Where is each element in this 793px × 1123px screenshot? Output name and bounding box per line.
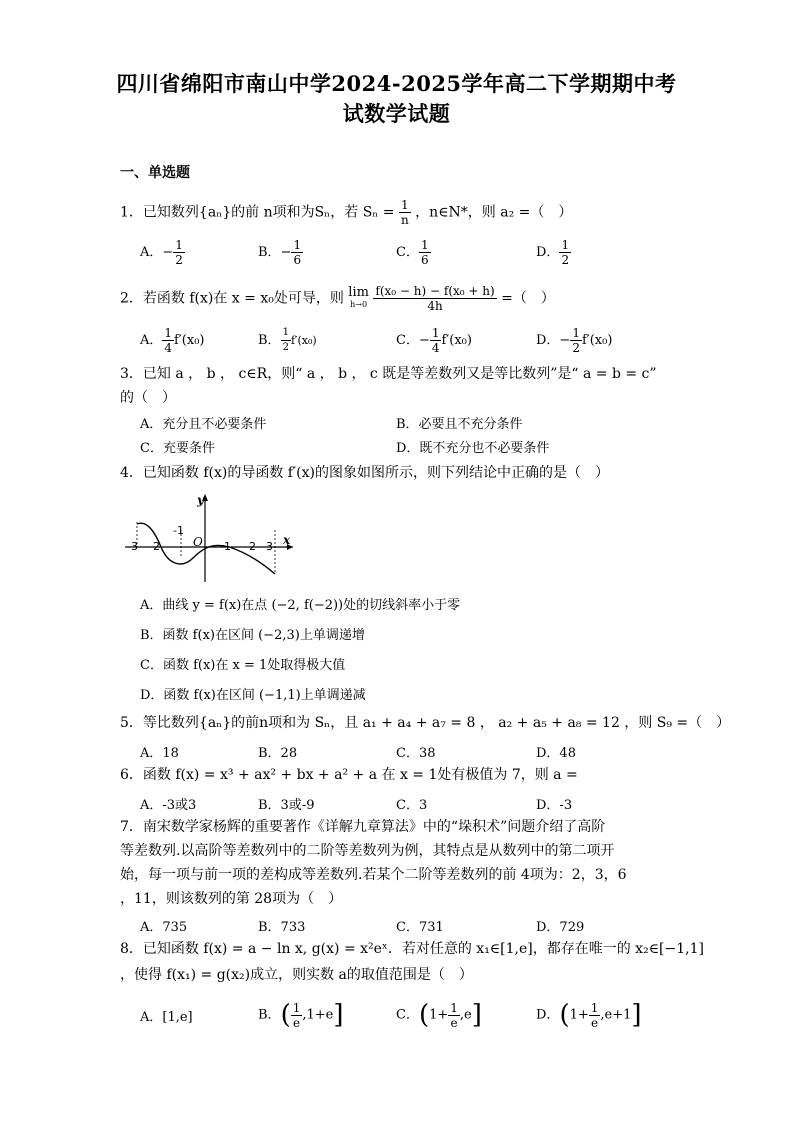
question-7-line3: 始，每一项与前一项的差构成等差数列.若某个二阶等差数列的前 4项为：2，3，6 bbox=[120, 867, 627, 883]
q8-c-pre: 1+ bbox=[429, 1007, 449, 1023]
q8-d-lparen: ( bbox=[559, 1000, 570, 1030]
q4-option-c: C．函数 f(x)在 x = 1处取得极大值 bbox=[140, 658, 346, 673]
q2-b-label: B． bbox=[258, 333, 281, 348]
q4-option-d: D．函数 f(x)在区间 (−1,1)上单调递减 bbox=[140, 688, 366, 703]
q8-option-b bbox=[258, 1000, 344, 1030]
q2-c-term: f′(x₀) bbox=[441, 333, 472, 348]
question-7-line4: ，11，则该数列的第 28项为（ ） bbox=[120, 891, 343, 907]
q1-frac-den: n bbox=[400, 213, 409, 227]
q1-lead: 1．已知数列{aₙ}的前 n项和为Sₙ，若 Sₙ = bbox=[120, 204, 395, 221]
q7-option-d: D．729 bbox=[536, 920, 585, 935]
q8-d-pre: 1+ bbox=[569, 1007, 589, 1023]
q2-d-term: f′(x₀) bbox=[581, 333, 613, 348]
q2-b-term: f′(x₀) bbox=[290, 334, 317, 347]
question-3-line2: 的（ ） bbox=[120, 390, 176, 406]
q7-option-c: C．731 bbox=[396, 920, 444, 935]
question-8-line2: ，使得 f(x₁) = g(x₂)成立，则实数 a的取值范围是（ ） bbox=[120, 967, 473, 983]
q2-a-den: 4 bbox=[164, 341, 173, 355]
q1-a-label: A． bbox=[140, 245, 163, 260]
q8-c-term: ,e bbox=[459, 1007, 472, 1023]
question-4: 4．已知函数 f(x)的导函数 f′(x)的图象如图所示，则下列结论中正确的是（ ） bbox=[120, 465, 609, 481]
q2-option-d bbox=[536, 326, 612, 355]
section-heading: 一、单选题 bbox=[120, 165, 190, 181]
q8-c-rbracket: ] bbox=[471, 1000, 482, 1030]
q1-c-label: C． bbox=[396, 245, 419, 260]
q8-option-a bbox=[140, 1006, 193, 1025]
q1-frac-num: 1 bbox=[399, 198, 411, 213]
q8-b-num: 1 bbox=[292, 1000, 301, 1015]
q2-limit bbox=[348, 284, 369, 311]
question-1 bbox=[120, 198, 572, 227]
q2-tail: =（ ） bbox=[501, 290, 555, 307]
question-7-line2: 等差数列.以高阶等差数列中的二阶等差数列为例，其特点是从数列中的第二项开 bbox=[120, 843, 615, 859]
q1-fraction bbox=[399, 198, 411, 227]
q3-option-a: A．充分且不必要条件 bbox=[140, 417, 267, 432]
q1-tail: ，n∈N*，则 a₂ =（ ） bbox=[415, 204, 573, 221]
q2-option-a bbox=[140, 326, 204, 355]
q1-c-num: 1 bbox=[420, 238, 429, 252]
q2-option-b bbox=[258, 326, 317, 355]
q6-option-b: B．3或-9 bbox=[258, 798, 315, 813]
q1-a-frac bbox=[173, 238, 185, 267]
q2-a-frac bbox=[162, 326, 174, 355]
q3-option-d: D．既不充分也不必要条件 bbox=[396, 441, 550, 456]
q6-option-d: D．-3 bbox=[536, 798, 573, 813]
q3-option-b: B．必要且不充分条件 bbox=[396, 417, 523, 432]
q1-c-frac bbox=[419, 238, 431, 267]
q1-a-num: 1 bbox=[175, 238, 183, 252]
question-3-line1: 3．已知 a ， b ， c∈R，则“ a ， b ， c 既是等差数列又是等比数列”是“ a = b = c” bbox=[120, 366, 657, 382]
q8-b-lparen: ( bbox=[280, 1000, 291, 1030]
q1-b-label: B． bbox=[258, 245, 281, 260]
q1-a-den: 2 bbox=[175, 253, 183, 267]
q1-a-sign: − bbox=[162, 245, 174, 260]
q2-c-num: 1 bbox=[431, 326, 440, 340]
q8-c-den: e bbox=[450, 1015, 458, 1030]
tick-2: 2 bbox=[249, 540, 256, 553]
question-6: 6．函数 f(x) = x³ + ax² + bx + a² + a 在 x = 1处有极值为 7，则 a = bbox=[120, 767, 578, 783]
q2-a-label: A． bbox=[140, 333, 163, 348]
q4-option-b: B．函数 f(x)在区间 (−2,3)上单调递增 bbox=[140, 628, 365, 643]
q8-d-term: ,e+1 bbox=[600, 1007, 632, 1023]
q7-option-b: B．733 bbox=[258, 920, 306, 935]
q2-d-frac bbox=[570, 326, 582, 355]
q1-d-den: 2 bbox=[561, 253, 570, 267]
q1-d-num: 1 bbox=[561, 238, 570, 252]
q1-d-frac bbox=[559, 238, 571, 267]
page-title-line2: 试数学试题 bbox=[342, 101, 451, 126]
q2-lim-text: lim bbox=[348, 284, 369, 300]
x-label: x bbox=[283, 533, 291, 547]
q2-b-num: 1 bbox=[281, 326, 291, 341]
q8-d-den: e bbox=[591, 1015, 599, 1030]
q1-b-num: 1 bbox=[293, 238, 302, 252]
q8-a-label: A． bbox=[140, 1010, 163, 1025]
q4-option-a: A．曲线 y = f(x)在点 (−2, f(−2))处的切线斜率小于零 bbox=[140, 598, 461, 613]
q7-option-a: A．735 bbox=[140, 920, 188, 935]
q1-b-frac bbox=[291, 238, 303, 267]
q5-option-b: B．28 bbox=[258, 746, 298, 761]
q8-b-rbracket: ] bbox=[333, 1000, 344, 1030]
q8-d-rbracket: ] bbox=[631, 1000, 642, 1030]
q8-d-num: 1 bbox=[590, 1000, 599, 1015]
q8-option-d bbox=[536, 1000, 642, 1030]
page-title-line1: 四川省绵阳市南山中学2024-2025学年高二下学期期中考 bbox=[116, 71, 677, 96]
q8-c-frac bbox=[448, 1001, 460, 1030]
q8-a-term: [1,e] bbox=[162, 1010, 193, 1025]
q3-option-c: C．充要条件 bbox=[140, 441, 215, 456]
q2-d-num: 1 bbox=[572, 326, 580, 340]
question-2 bbox=[120, 284, 555, 313]
q2-b-den: 2 bbox=[282, 342, 289, 353]
q2-a-term: f′(x₀) bbox=[174, 333, 205, 348]
q2-lead: 2．若函数 f(x)在 x = x₀处可导，则 bbox=[120, 290, 344, 307]
q1-option-a bbox=[140, 238, 185, 267]
tick-minus1: -1 bbox=[173, 524, 184, 537]
q8-d-frac bbox=[589, 1001, 601, 1030]
tick-1: 1 bbox=[224, 540, 231, 553]
q8-b-frac bbox=[291, 1001, 303, 1030]
derivative-graph bbox=[125, 492, 295, 584]
tick-minus2: -2 bbox=[149, 540, 160, 553]
q6-option-a: A．-3或3 bbox=[140, 798, 197, 813]
y-label: y bbox=[197, 493, 204, 507]
q5-option-a: A．18 bbox=[140, 746, 179, 761]
q1-c-den: 6 bbox=[420, 253, 429, 267]
q8-b-label: B． bbox=[258, 1007, 281, 1023]
q8-option-c bbox=[396, 1000, 482, 1030]
tick-3: 3 bbox=[266, 540, 273, 553]
q2-frac-den: 4h bbox=[427, 299, 443, 313]
q1-option-c bbox=[396, 238, 431, 267]
q8-b-term: ,1+e bbox=[302, 1007, 334, 1023]
question-8-line1: 8．已知函数 f(x) = a − ln x, g(x) = x²eˣ．若对任意的 x₁∈[1,e]，都存在唯一的 x₂∈[−1,1] bbox=[120, 941, 704, 957]
q2-c-frac bbox=[430, 326, 442, 355]
q8-c-lparen: ( bbox=[418, 1000, 430, 1030]
question-7-line1: 7．南宋数学家杨辉的重要著作《详解九章算法》中的“垛积术”问题介绍了高阶 bbox=[120, 819, 606, 835]
q1-b-den: 6 bbox=[293, 253, 302, 267]
q2-lim-sub: h→0 bbox=[350, 299, 368, 309]
q2-b-frac bbox=[281, 326, 291, 355]
q1-option-b bbox=[258, 238, 303, 267]
q1-d-label: D． bbox=[536, 245, 560, 260]
q2-c-label: C．− bbox=[396, 333, 430, 348]
q2-c-den: 4 bbox=[431, 341, 440, 355]
tick-minus3: -3 bbox=[127, 540, 138, 553]
q2-d-label: D．− bbox=[536, 333, 571, 348]
q2-d-den: 2 bbox=[572, 341, 580, 355]
q6-option-c: C．3 bbox=[396, 798, 428, 813]
q8-b-den: e bbox=[292, 1015, 301, 1030]
origin-label: O bbox=[193, 535, 203, 549]
q5-option-d: D．48 bbox=[536, 746, 576, 761]
q1-b-sign: − bbox=[280, 245, 292, 260]
q5-option-c: C．38 bbox=[396, 746, 436, 761]
q8-c-label: C． bbox=[396, 1007, 419, 1023]
q8-d-label: D． bbox=[536, 1007, 560, 1023]
question-5: 5．等比数列{aₙ}的前n项和为 Sₙ，且 a₁ + a₄ + a₇ = 8 ， a₂ + a₅ + a₈ = 12 ，则 S₉ =（ ） bbox=[120, 715, 731, 731]
q2-fraction bbox=[373, 284, 496, 313]
q2-option-c bbox=[396, 326, 472, 355]
q2-a-num: 1 bbox=[164, 326, 173, 340]
q2-frac-num: f(x₀ − h) − f(x₀ + h) bbox=[375, 284, 495, 298]
q8-c-num: 1 bbox=[450, 1000, 458, 1015]
q1-option-d bbox=[536, 238, 571, 267]
